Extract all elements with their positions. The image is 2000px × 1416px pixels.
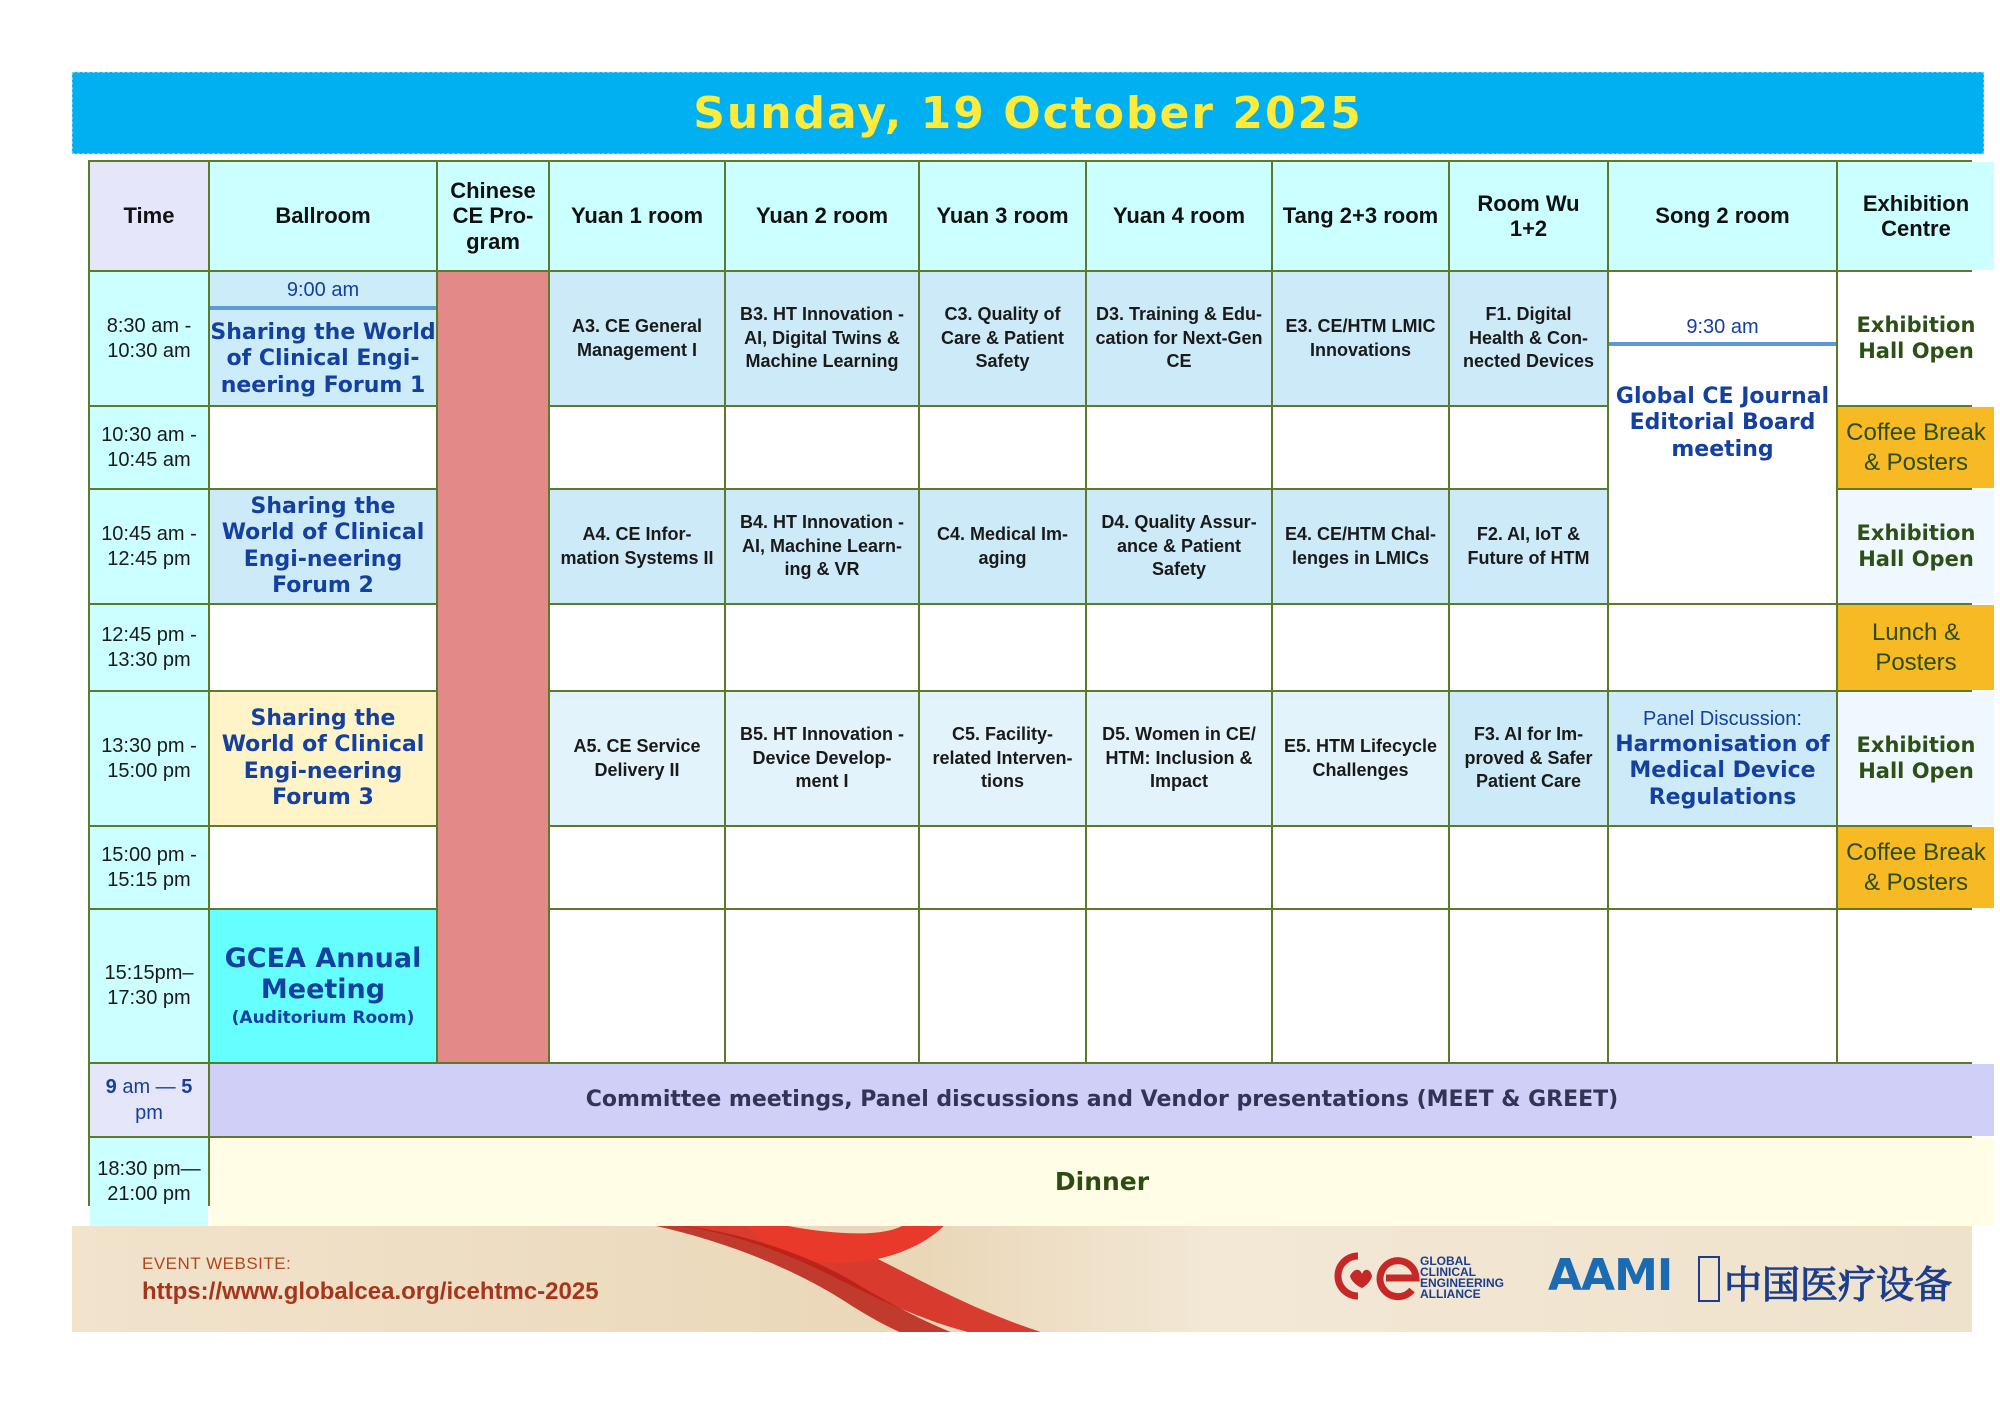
session-a3: A3. CE General Management I [550,272,724,405]
gcea-logo-text: GLOBAL CLINICAL ENGINEERING ALLIANCE [1420,1254,1505,1301]
date-banner [72,72,1984,154]
journal-start-time: 9:30 am [1609,272,1836,346]
empty-cell [210,827,436,908]
footer-banner [72,1226,1972,1332]
exhibition-hall-open: Exhibition Hall Open [1838,692,1994,825]
empty-cell [920,605,1085,690]
empty-cell [550,407,724,488]
session-d4: D4. Quality Assur-ance & Patient Safety [1087,490,1271,603]
event-website-url[interactable]: https://www.globalcea.org/icehtmc-2025 [142,1278,599,1305]
ballroom-forum-2: Sharing the World of Clinical Engi-neering Forum 2 [210,490,436,603]
journal-title: Global CE Journal Editorial Board meeting [1615,384,1830,462]
cmd-logo-text: 中国医疗设备 [1724,1262,1953,1307]
ballroom-forum-1 [210,272,436,405]
empty-cell [1450,407,1607,488]
empty-cell [1087,605,1271,690]
session-b3: B3. HT Innovation - AI, Digital Twins & Machine Learning [726,272,918,405]
empty-cell [210,605,436,690]
empty-cell [210,407,436,488]
header-room-wu: Room Wu 1+2 [1450,162,1607,270]
empty-cell [1273,407,1448,488]
empty-cell [920,827,1085,908]
event-website-label: EVENT WEBSITE: [142,1254,292,1273]
empty-cell [1273,605,1448,690]
time-slot: 12:45 pm - 13:30 pm [90,605,208,690]
header-chinese-ce-program: Chinese CE Pro-gram [438,162,548,270]
header-ballroom: Ballroom [210,162,436,270]
ballroom-forum-3: Sharing the World of Clinical Engi-neering Forum 3 [210,692,436,825]
exhibition-hall-open: Exhibition Hall Open [1838,272,1994,405]
session-c5: C5. Facility-related Interven-tions [920,692,1085,825]
aami-logo: AAMI [1548,1250,1673,1301]
exhibition-hall-open: Exhibition Hall Open [1838,490,1994,603]
time-slot: 15:00 pm - 15:15 pm [90,827,208,908]
red-ribbon-graphic [572,1226,1132,1332]
header-tang: Tang 2+3 room [1273,162,1448,270]
session-c3: C3. Quality of Care & Patient Safety [920,272,1085,405]
empty-cell [1838,910,1994,1062]
page-title: Sunday, 19 October 2025 [693,87,1363,139]
empty-cell [1609,910,1836,1062]
panel-title: Harmonisation of Medical Device Regulations [1615,731,1830,810]
header-exhibition-centre: Exhibition Centre [1838,162,1994,270]
session-b4: B4. HT Innovation - AI, Machine Learn-ing & VR [726,490,918,603]
session-e5: E5. HTM Lifecycle Challenges [1273,692,1448,825]
time-slot-dinner: 18:30 pm—21:00 pm [90,1138,208,1226]
empty-cell [726,827,918,908]
empty-cell [1450,605,1607,690]
forum-1-title: Sharing the World of Clinical Engi-neering Forum 1 [210,320,436,398]
session-f2: F2. AI, IoT & Future of HTM [1450,490,1607,603]
empty-cell [920,407,1085,488]
empty-cell [550,827,724,908]
session-e4: E4. CE/HTM Chal-lenges in LMICs [1273,490,1448,603]
header-yuan-1: Yuan 1 room [550,162,724,270]
time-slot: 10:30 am - 10:45 am [90,407,208,488]
schedule-grid [88,160,1986,1206]
time-slot: 10:45 am - 12:45 pm [90,490,208,603]
cmd-logo-box [1698,1256,1720,1302]
journal-board-meeting [1609,272,1836,603]
empty-cell [1273,827,1448,908]
empty-cell [726,407,918,488]
empty-cell [550,910,724,1062]
header-yuan-4: Yuan 4 room [1087,162,1271,270]
time-slot: 8:30 am - 10:30 am [90,272,208,405]
lunch-break: Lunch & Posters [1838,605,1994,690]
empty-cell [1087,827,1271,908]
gcea-logo-icon [1328,1248,1424,1304]
coffee-break: Coffee Break & Posters [1838,827,1994,908]
dinner-row: Dinner [210,1138,1994,1226]
time-slot: 13:30 pm - 15:00 pm [90,692,208,825]
empty-cell [1450,827,1607,908]
header-yuan-3: Yuan 3 room [920,162,1085,270]
header-yuan-2: Yuan 2 room [726,162,918,270]
empty-cell [1087,407,1271,488]
time-slot: 15:15pm– 17:30 pm [90,910,208,1062]
session-e3: E3. CE/HTM LMIC Innovations [1273,272,1448,405]
forum-1-start-time: 9:00 am [210,272,436,310]
session-a4: A4. CE Infor-mation Systems II [550,490,724,603]
empty-cell [726,605,918,690]
session-c4: C4. Medical Im-aging [920,490,1085,603]
empty-cell [550,605,724,690]
empty-cell [1609,605,1836,690]
committee-meetings-row: Committee meetings, Panel discussions and Vendor presentations (MEET & GREET) [210,1064,1994,1136]
empty-cell [1087,910,1271,1062]
panel-label: Panel Discussion: [1643,707,1802,730]
session-d5: D5. Women in CE/ HTM: Inclusion & Impact [1087,692,1271,825]
panel-discussion [1609,692,1836,825]
empty-cell [1450,910,1607,1062]
coffee-break: Coffee Break & Posters [1838,407,1994,488]
empty-cell [1273,910,1448,1062]
chinese-ce-program-block [438,272,548,1062]
session-f1: F1. Digital Health & Con-nected Devices [1450,272,1607,405]
header-time: Time [90,162,208,270]
empty-cell [1609,827,1836,908]
time-slot-committee: 9 am — 5 pm [90,1064,208,1136]
session-f3: F3. AI for Im-proved & Safer Patient Care [1450,692,1607,825]
session-a5: A5. CE Service Delivery II [550,692,724,825]
empty-cell [920,910,1085,1062]
header-song-2: Song 2 room [1609,162,1836,270]
session-d3: D3. Training & Edu-cation for Next-Gen CE [1087,272,1271,405]
session-b5: B5. HT Innovation - Device Develop-ment I [726,692,918,825]
empty-cell [726,910,918,1062]
gcea-annual-meeting: GCEA Annual Meeting (Auditorium Room) [210,910,436,1062]
